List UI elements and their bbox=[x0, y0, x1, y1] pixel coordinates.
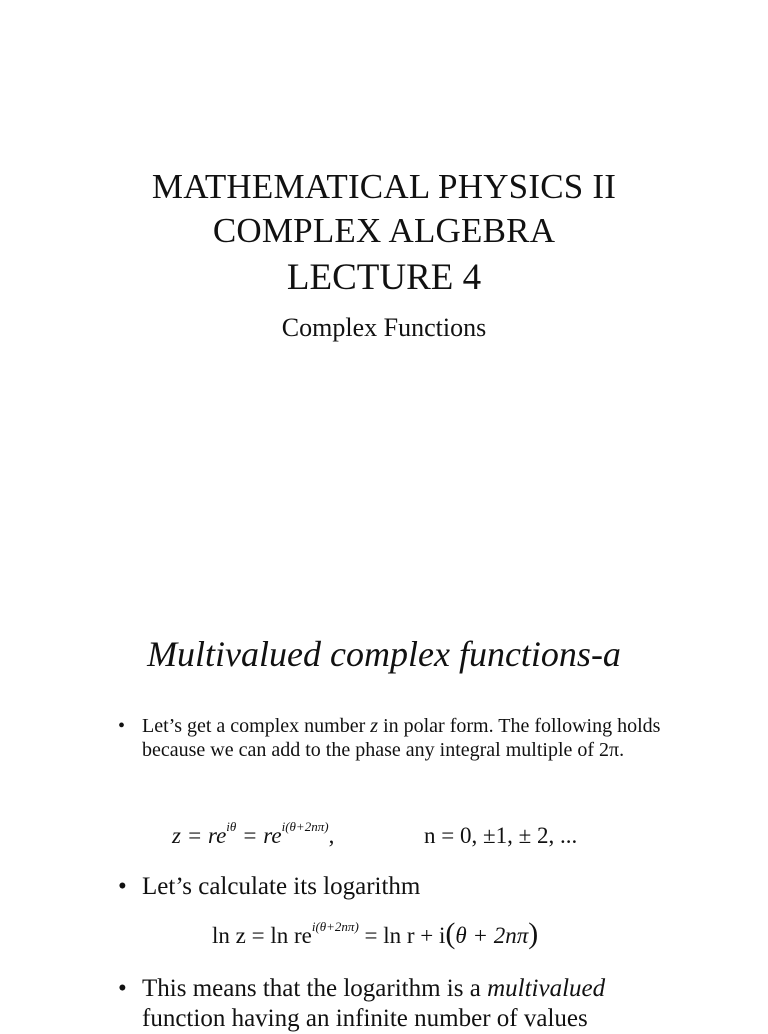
eq-mid: = re bbox=[236, 823, 282, 848]
topic-title: COMPLEX ALGEBRA bbox=[212, 211, 556, 250]
equation-logarithm: $\ln z = \ln re^{i(\theta+2n\pi)} = \ln r + i(\theta + 2n\pi)$ bbox=[212, 917, 539, 950]
eq-lhs: z = re bbox=[172, 823, 227, 848]
course-title: MATHEMATICAL PHYSICS II bbox=[151, 167, 617, 206]
bullet-dot: • bbox=[118, 873, 127, 900]
eq-exponent: i(θ+2nπ) bbox=[311, 919, 359, 934]
content-slide bbox=[0, 600, 768, 1032]
bullet-dot: • bbox=[118, 715, 126, 737]
equation-condition bbox=[424, 822, 577, 850]
eq-rhs: = ln r + i bbox=[358, 923, 446, 948]
bullet-text: in polar form. The following holds because we can add to the phase any integral multiple of 2π. bbox=[142, 715, 661, 761]
bullet-text: Let’s get a complex number bbox=[142, 715, 371, 737]
eq-exponent: i(θ+2nπ) bbox=[281, 819, 329, 834]
slide-heading: Multivalued complex functions-a bbox=[147, 634, 621, 674]
eq-exponent: iθ bbox=[226, 819, 237, 834]
bullet-text: Let’s calculate its logarithm bbox=[142, 873, 421, 900]
eq-lhs: ln z = ln re bbox=[212, 923, 312, 948]
eq-phase: θ + 2nπ bbox=[455, 923, 529, 948]
emphasis-multivalued: multivalued bbox=[487, 975, 606, 1002]
equation-polar bbox=[172, 819, 335, 853]
title-block bbox=[0, 165, 768, 253]
lecture-subtitle: Complex Functions bbox=[281, 313, 487, 342]
bullet-text: function having an infinite number of values bbox=[142, 1005, 588, 1032]
bullet-text: This means that the logarithm is a bbox=[142, 975, 488, 1002]
eq-condition: n = 0, ±1, ± 2, ... bbox=[424, 823, 578, 848]
lecture-title: LECTURE 4 bbox=[286, 257, 482, 298]
variable-z: z bbox=[370, 715, 379, 737]
bullet-dot: • bbox=[118, 975, 127, 1002]
eq-comma: , bbox=[328, 823, 335, 848]
